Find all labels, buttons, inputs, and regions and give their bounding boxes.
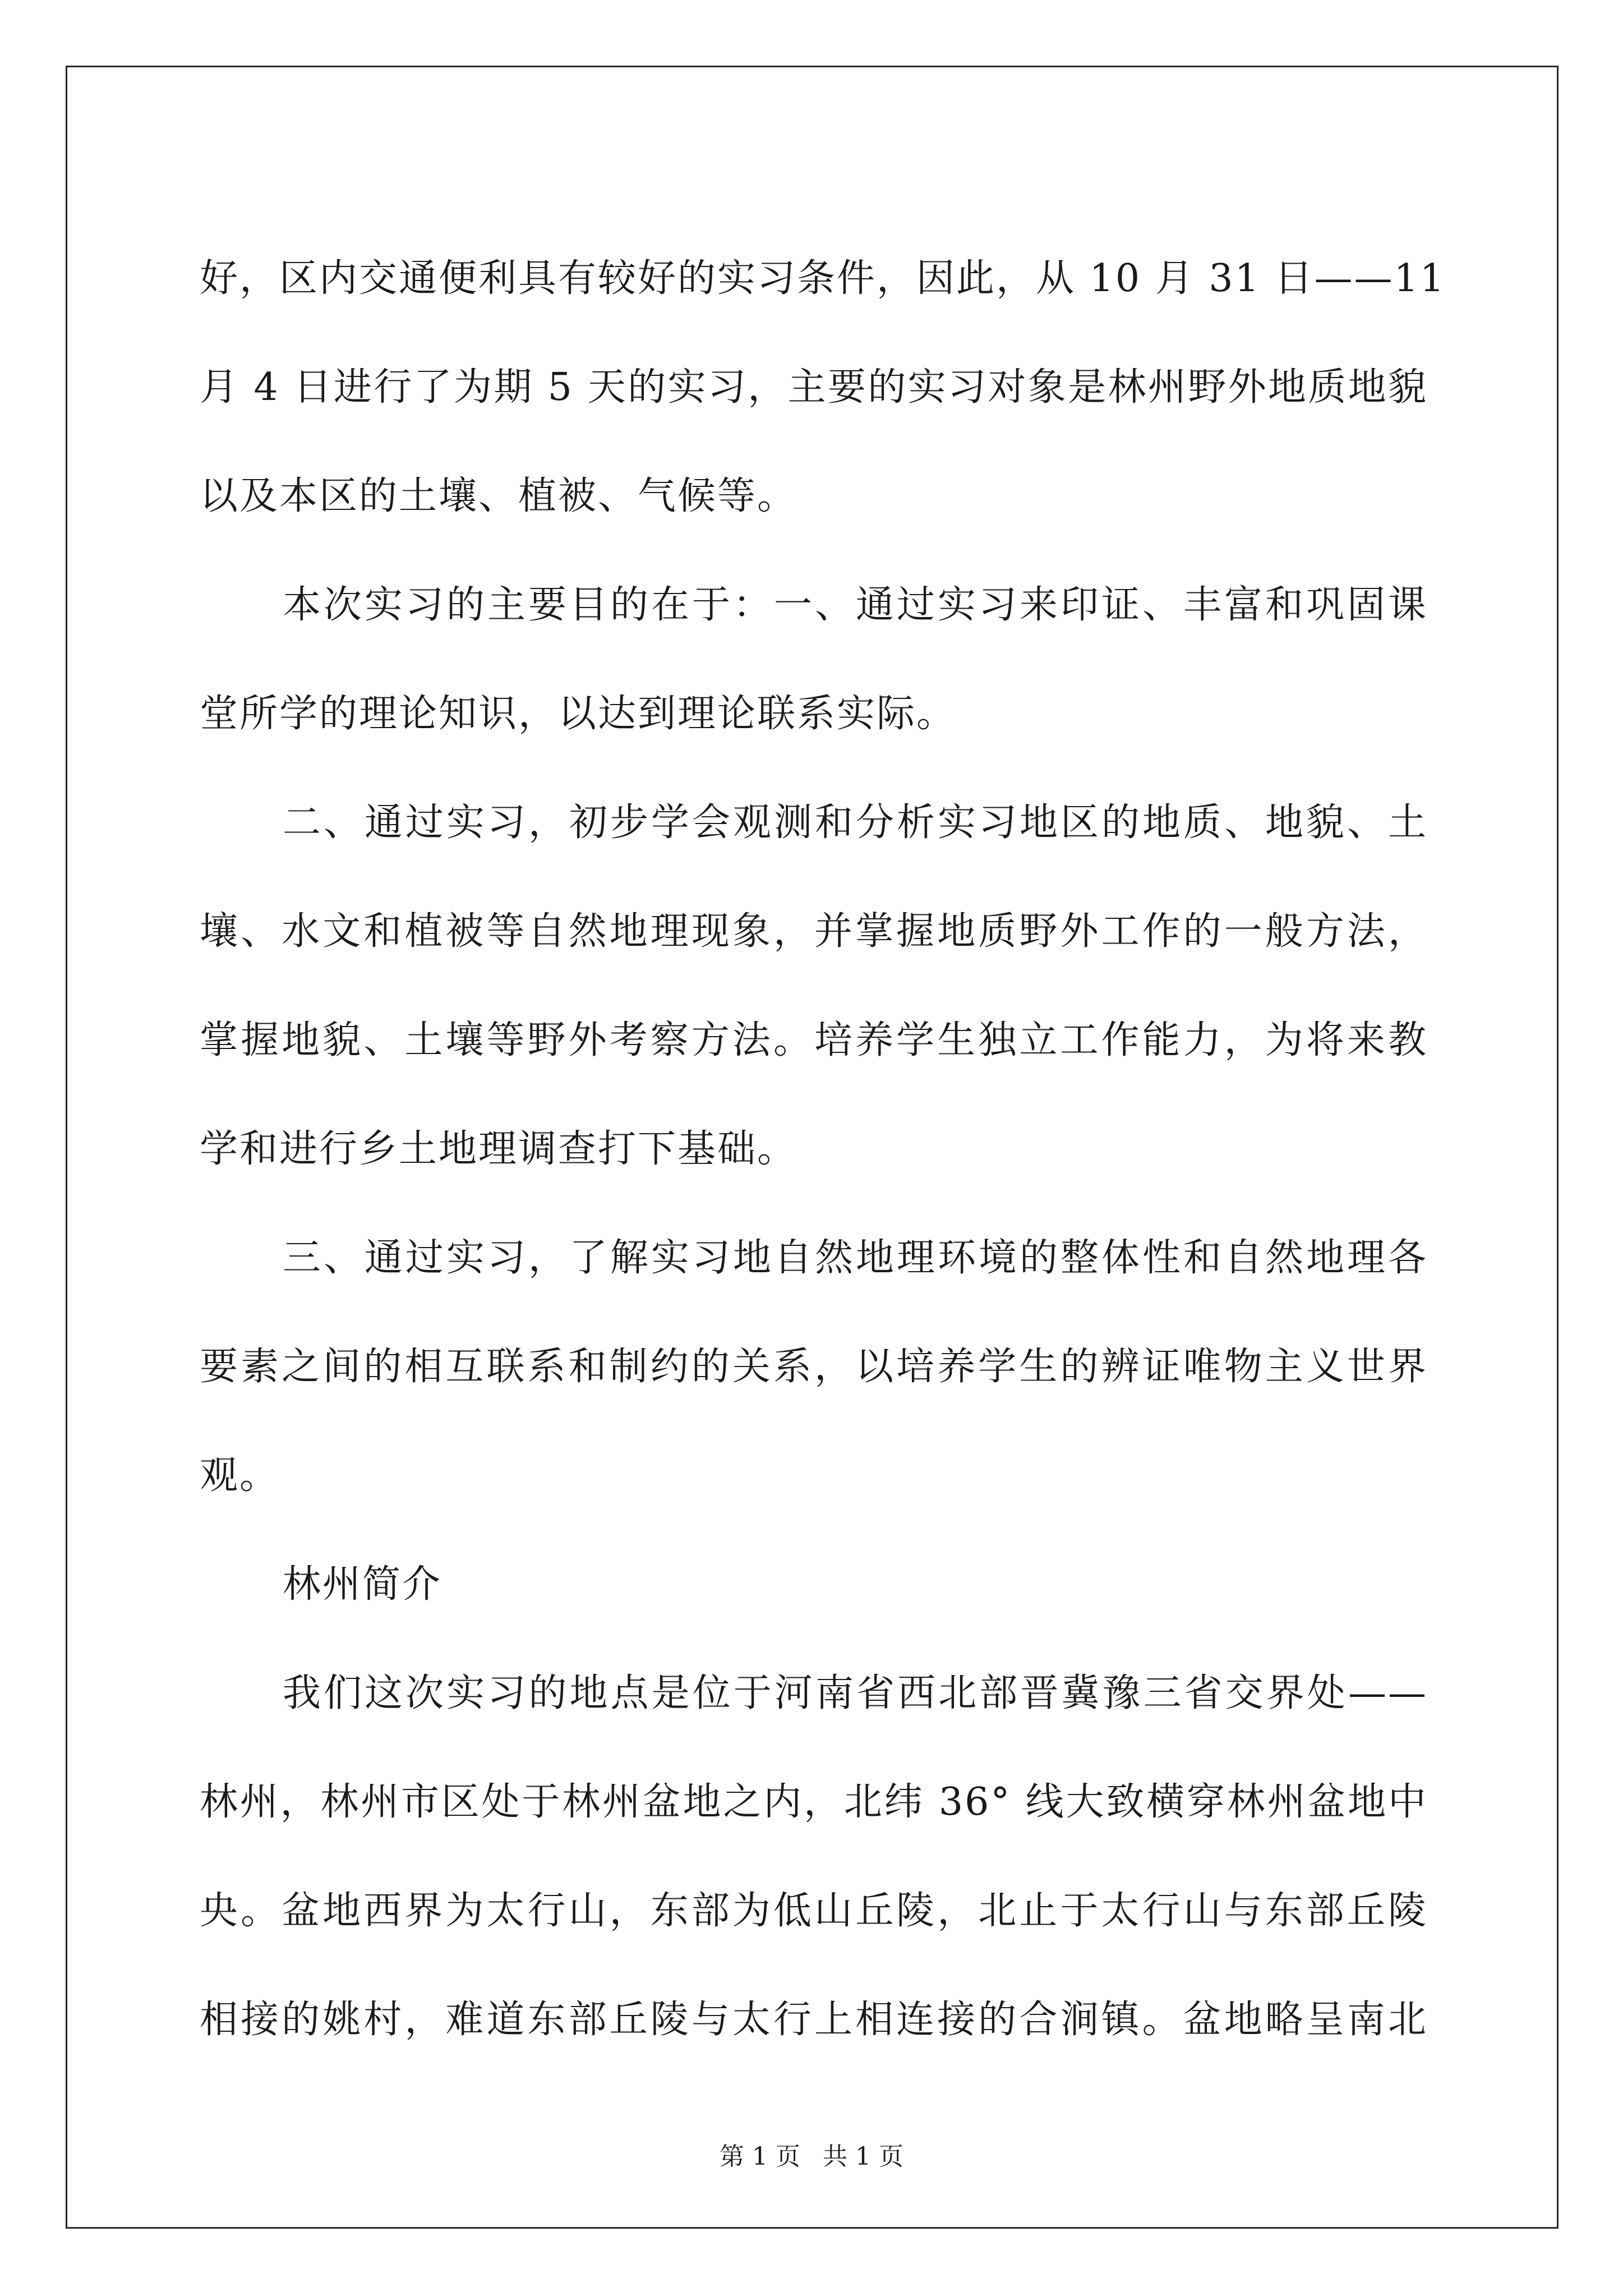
text-line: 掌握地貌、土壤等野外考察方法。培养学生独立工作能力，为将来教 — [200, 1018, 1428, 1062]
text-line: 相接的姚村，难道东部丘陵与太行上相连接的合涧镇。盆地略呈南北 — [200, 1998, 1428, 2042]
paragraph-first-line: 三、通过实习，了解实习地自然地理环境的整体性和自然地理各 — [283, 1236, 1428, 1280]
paragraph-first-line: 我们这次实习的地点是位于河南省西北部晋冀豫三省交界处—— — [283, 1671, 1428, 1715]
page-number: 第 1 页 — [720, 2142, 800, 2171]
text-line: 好，区内交通便利具有较好的实习条件，因此，从 10 月 31 日——11 — [200, 256, 1446, 301]
text-line: 堂所学的理论知识，以达到理论联系实际。 — [200, 692, 957, 736]
page-footer — [0, 2140, 1623, 2174]
text-line: 壤、水文和植被等自然地理现象，并掌握地质野外工作的一般方法， — [200, 909, 1428, 954]
section-heading: 林州简介 — [283, 1562, 442, 1607]
paragraph-first-line: 本次实习的主要目的在于：一、通过实习来印证、丰富和巩固课 — [283, 583, 1428, 627]
text-line: 要素之间的相互联系和制约的关系，以培养学生的辨证唯物主义世界 — [200, 1345, 1428, 1389]
text-line: 观。 — [200, 1453, 280, 1498]
paragraph-first-line: 二、通过实习，初步学会观测和分析实习地区的地质、地貌、土 — [283, 800, 1428, 845]
text-line: 以及本区的土壤、植被、气候等。 — [200, 474, 797, 518]
document-body — [200, 224, 1446, 2074]
page-total: 共 1 页 — [823, 2142, 903, 2171]
text-line: 央。盆地西界为太行山，东部为低山丘陵，北止于太行山与东部丘陵 — [200, 1889, 1428, 1933]
text-line: 林州，林州市区处于林州盆地之内，北纬 36° 线大致横穿林州盆地中 — [200, 1780, 1428, 1824]
text-line: 月 4 日进行了为期 5 天的实习，主要的实习对象是林州野外地质地貌 — [200, 365, 1428, 409]
text-line: 学和进行乡土地理调查打下基础。 — [200, 1127, 797, 1171]
